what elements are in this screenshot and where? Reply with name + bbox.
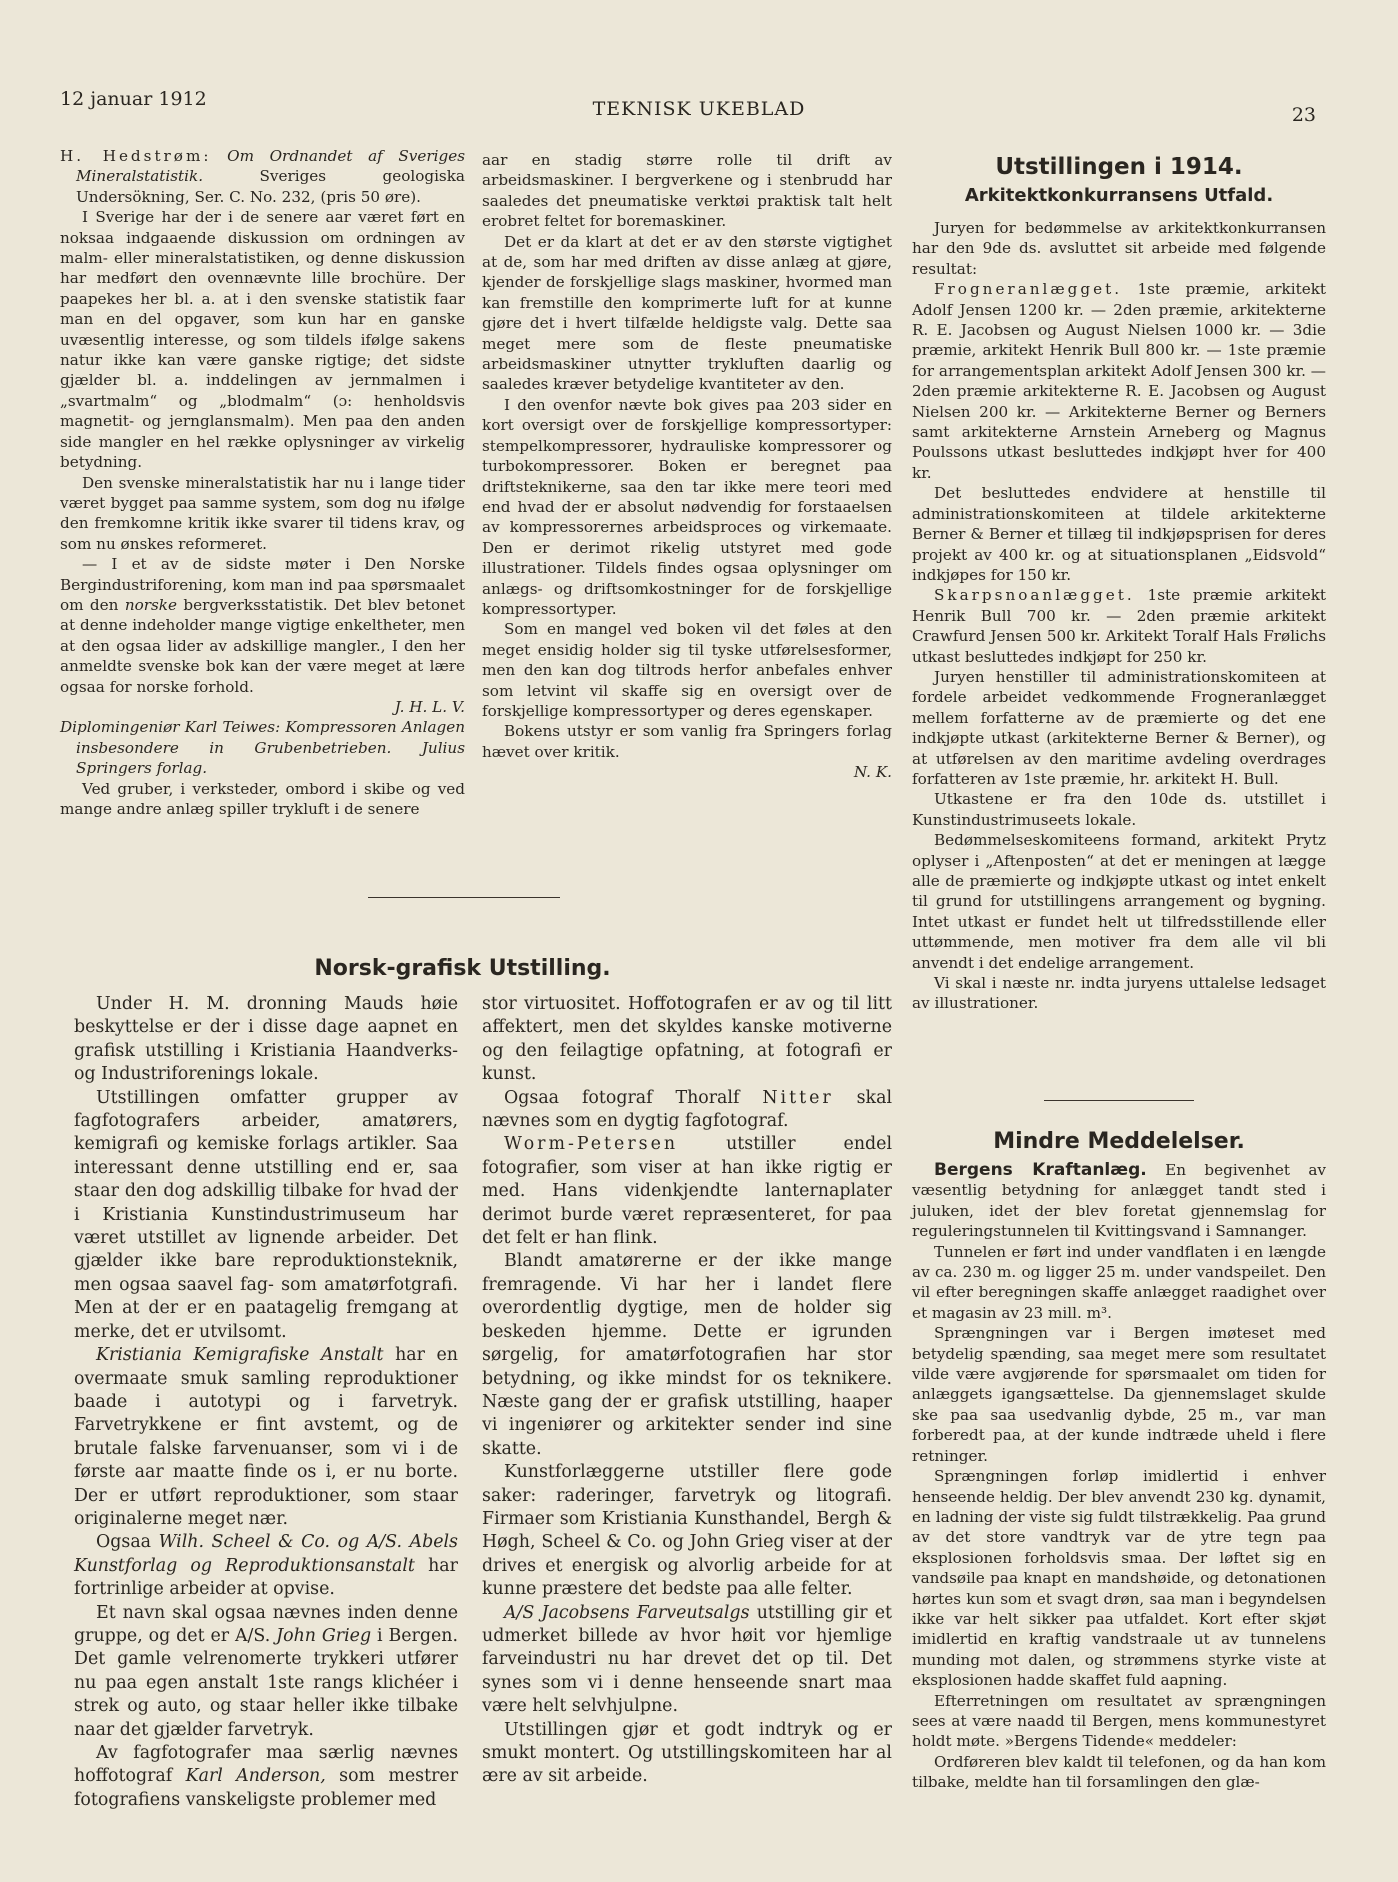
publication-title: TEKNISK UKEBLAD	[592, 98, 806, 120]
column-3-notes	[912, 1160, 1326, 1793]
article-heading-utstillingen: Utstillingen i 1914.	[995, 154, 1243, 180]
paragraph: — I et av de sidste møter i Den Norske Bergindustriforening, kom man ind paa spørsmaalet om den norske bergverksstatistik. Det blev betonet at denne indeholder mange vigtige enkeltheter, men at den ogsaa lider av adskillige mangler., I den her anmeldte svenske bok kan der være meget at lære ogsaa for norske forhold.	[60, 555, 465, 696]
paragraph: Utstillingen gjør et godt indtryk og er smukt montert. Og utstillingskomiteen har al ære av sit arbeide.	[482, 1719, 892, 1787]
paragraph: aar en stadig større rolle til drift av arbeidsmaskiner. I bergverkene og i stenbrudd har saaledes det pneumatiske verktøi praktisk talt helt erobret feltet for boremaskiner.	[482, 151, 892, 231]
paragraph: Det er da klart at det er av den største vigtighet at de, som har med driften av disse anlæg at gjøre, kjender de forskjellige slags maskiner, hvormed man kan fremstille den komprimerte luft for at kunne gjøre det i hvert tilfælde heldigste valg. Dette saa meget mere som de fleste pneumatiske arbeidsmaskiner utnytter trykluften daarlig og saaledes kræver betydelige kvantiteter av den.	[482, 232, 892, 394]
norsk-column-2	[482, 993, 892, 1789]
paragraph: Bokens utstyr er som vanlig fra Springers forlag hævet over kritik.	[482, 722, 892, 761]
review-2-citation: Diplomingeniør Karl Teiwes: Kompressoren Anlagen insbesondere in Grubenbetrieben. Julius Springers forlag.	[60, 718, 465, 778]
paragraph: Ogsaa Wilh. Scheel & Co. og A/S. Abels Kunstforlag og Reproduktionsanstalt har fortrinlige arbeider at opvise.	[74, 1532, 458, 1600]
paragraph: Frogneranlægget. 1ste præmie, arkitekt Adolf Jensen 1200 kr. — 2den præmie, arkitekterne R. E. Jacobsen og August Nielsen 1000 kr. — 3die præmie, arkitekt Henrik Bull 800 kr. — 1ste præmie for arrangementsplan arkitekt Adolf Jensen 300 kr. — 2den præmie arkitekterne R. E. Jacobsen og August Nielsen 200 kr. — Arkitekterne Berner og Berners samt arkitekterne Arnstein Arneberg og Magnus Poulssons utkast besluttedes indkjøpt hver for 400 kr.	[912, 280, 1326, 482]
paragraph: Efterretningen om resultatet av sprængningen sees at være naadd til Bergen, mens kommunestyret holdt møte. »Bergens Tidende« meddeler:	[912, 1691, 1326, 1751]
paragraph: Av fagfotografer maa særlig nævnes hoffotograf Karl Anderson, som mestrer fotografiens vanskeligste problemer med	[74, 1743, 459, 1810]
paragraph: Blandt amatørerne er der ikke mange fremragende. Vi har her i landet flere overordentlig dygtige, men de holder sig beskeden hjemme. Dette er igrunden sørgelig, for amatørfotografien har stor betydning, og ikke mindst for os teknikere. Næste gang der er grafisk utstilling, haaper vi ingeniører og arkitekter sender ind sine skatte.	[482, 1251, 892, 1459]
paragraph: Ved gruber, i verksteder, ombord i skibe og ved mange andre anlæg spiller trykluft i de senere	[60, 779, 465, 818]
paragraph: I den ovenfor nævte bok gives paa 203 sider en kort oversigt over de forskjellige kompressortyper: stempelkompressorer, hydrauliske kompressorer og turbokompressorer. Boken er beregnet paa driftsteknikerne, saa den tar ikke mere teori med end hvad der er absolut nødvendig for forstaaelsen av kompressorernes arbeidsproces og virkemaate. Den er derimot rikelig utstyret med gode illustrationer. Tildels findes ogsaa oplysninger om anlægs- og driftsomkostninger for de forskjellige kompressortyper.	[482, 395, 892, 618]
paragraph: Utkastene er fra den 10de ds. utstillet i Kunstindustrimuseets lokale.	[912, 790, 1326, 829]
article-subheading: Arkitektkonkurransens Utfald.	[964, 185, 1274, 206]
paragraph: Som en mangel ved boken vil det føles at den meget ensidig holder sig til tyske utførelsesformer, men den kan dog tiltrods herfor anbefales enhver som letvint vil skaffe sig en oversigt over de forskjellige kompressortyper og deres egenskaper.	[482, 620, 892, 720]
column-2	[482, 150, 892, 783]
paragraph: Skarpsnoanlægget. 1ste præmie arkitekt Henrik Bull 700 kr. — 2den præmie arkitekt Crawfurd Jensen 500 kr. Arkitekt Toralf Hals Frølichs utkast besluttedes indkjøpt for 250 kr.	[912, 586, 1327, 666]
paragraph: Utstillingen omfatter grupper av fagfotografers arbeider, amatørers, kemigrafi og kemiske forlags artikler. Saa interessant denne utstilling end er, saa staar den dog adskillig tilbake for hvad der i Kristiania Kunstindustrimuseum har været utstillet av lignende arbeider. Det gjælder ikke bare reproduktionsteknik, men ogsaa saavel fag- som amatørfotgrafi. Men at der er en paatagelig fremgang at merke, det er utvilsomt.	[74, 1087, 458, 1342]
column-3-article	[912, 218, 1326, 1014]
paragraph: Sprængningen var i Bergen imøteset med betydelig spænding, saa meget mere som resultatet vilde være avgjørende for spørsmaalet om tiden for anlæggets igangsættelse. Da gjennemslaget skulde ske paa saa usedvanlig dybde, 25 m., var man forberedt paa, at der kunde indtræde uheld i flere retninger.	[912, 1324, 1326, 1465]
paragraph: stor virtuositet. Hoffotografen er av og til litt affektert, men det skyldes kanske motiverne og den feilagtige opfatning, at fotografi er kunst.	[482, 994, 892, 1085]
article-heading-mindre: Mindre Meddelelser.	[993, 1129, 1245, 1154]
note-subheading: Bergens Kraftanlæg.	[934, 1160, 1147, 1180]
paragraph: Det besluttedes endvidere at henstille til administrationskomiteen at tildele arkitekterne Berner & Berner et tillæg til indkjøpsprisen for deres projekt av 400 kr. og at situationsplanen „Eidsvold“ indkjøpes for 150 kr.	[912, 484, 1326, 584]
norsk-column-1	[74, 993, 458, 1812]
paragraph: Vi skal i næste nr. indta juryens uttalelse ledsaget av illustrationer.	[912, 974, 1326, 1013]
paragraph: Tunnelen er ført ind under vandflaten i en længde av ca. 230 m. og ligger 25 m. under vandspeilet. Den vil efter beregningen skaffe anlægget raadighet over et magasin av 23 mill. m³.	[912, 1242, 1326, 1322]
article-heading-norsk: Norsk-grafisk Utstilling.	[314, 956, 611, 981]
review-2-signature: N. K.	[853, 763, 892, 782]
paragraph: Bedømmelseskomiteens formand, arkitekt Prytz oplyser i „Aftenposten“ at det er meningen at lægge alle de præmierte og indkjøpte utkast og intet enkelt til grund for utstillingens arrangement og bygning. Intet utkast er fundet helt ut tilfredsstillende eller uttømmende, men motiver fra dem alle vil bli anvendt i det endelige arrangement.	[912, 831, 1326, 972]
review-1-citation	[60, 146, 465, 207]
paragraph: Kristiania Kemigrafiske Anstalt har en overmaate smuk samling reproduktioner baade i autotypi og i farvetryk. Farvetrykkene er fint avstemt, og de brutale falske farvenuanser, som vi i de første aar maatte finde os i, er nu borte. Der er utført reproduktioner, som staar originalerne meget nær.	[74, 1345, 459, 1529]
review-1-author: H. Hedstrøm:	[60, 147, 212, 165]
paragraph: Juryen for bedømmelse av arkitektkonkurransen har den 9de ds. avsluttet sit arbeide med følgende resultat:	[912, 219, 1326, 278]
paragraph: Bergens Kraftanlæg. En begivenhet av væsentlig betydning for anlægget tandt sted i juluken, idet der blev foretat gjennemslag for reguleringstunnelen til Kvittingsvand i Samnanger.	[912, 1160, 1327, 1241]
paragraph: Juryen henstiller til administrationskomiteen at fordele arbeidet vedkommende Frogneranlægget mellem forfatterne av de præmierte og det ene indkjøpte utkast (arkitekterne Berner & Berner), og at utførelsen av den maritime avdeling overdrages forfatteren av 1ste præmie, hr. arkitekt H. Bull.	[912, 667, 1326, 788]
paragraph: Et navn skal ogsaa nævnes inden denne gruppe, og det er A/S. John Grieg i Bergen. Det gamle velrenomerte trykkeri utfører nu paa egen anstalt 1ste rangs klichéer i strek og auto, og staar heller ikke tilbake naar det gjælder farvetryk.	[74, 1602, 459, 1740]
issue-date: 12 januar 1912	[60, 88, 207, 110]
column-1	[60, 146, 465, 819]
paragraph: Sprængningen forløp imidlertid i enhver henseende heldig. Der blev anvendt 230 kg. dynamit, en ladning der viste sig fuldt tilstrækkelig. Paa grund av det store vandtryk var de ytre tegn paa eksplosionen forholdsvis smaa. Der løftet sig en vandsøile paa knapt en mandshøide, og detonationen hørtes kun som et svagt drøn, saa man i begyndelsen ikke var helt sikker paa utfaldet. Kort efter skjøt imidlertid en kraftig vandstraale ut av tunnelens munding mot dalen, og strømmens styrke viste at eksplosionen hadde skaffet fuld aapning.	[912, 1467, 1326, 1690]
review-1-signature: J. H. L. V.	[394, 697, 465, 716]
paragraph: Kunstforlæggerne utstiller flere gode saker: raderinger, farvetryk og litografi. Firmaer som Kristiania Kunsthandel, Bergh & Høgh, Scheel & Co. og John Grieg viser at der drives et energisk og alvorlig arbeide for at kunne præstere det bedste paa alle felter.	[482, 1462, 892, 1600]
paragraph: Worm-Petersen utstiller endel fotografier, som viser at han ikke rigtig er med. Hans videnkjendte lanternaplater derimot burde været repræsenteret, for paa det felt er han flink.	[482, 1134, 893, 1249]
paragraph: Ordføreren blev kaldt til telefonen, og da han kom tilbake, meldte han til forsamlingen den glæ-	[912, 1752, 1326, 1792]
paragraph: Den svenske mineralstatistik har nu i lange tider været bygget paa samme system, som dog nu ifølge den fremkomne kritik ikke svarer til tidens krav, og som nu ønskes reformeret.	[60, 473, 465, 553]
paragraph: A/S Jacobsens Farveutsalgs utstilling gir et udmerket billede av hvor høit vor hjemlige farveindustri nu har drevet det op til. Det synes som vi i denne henseende snart maa være helt selvhjulpne.	[482, 1602, 893, 1717]
page-number: 23	[1291, 104, 1316, 126]
paragraph: Ogsaa fotograf Thoralf Nitter skal nævnes som en dygtig fagfotograf.	[482, 1087, 893, 1132]
paragraph: Under H. M. dronning Mauds høie beskyttelse er der i disse dage aapnet en grafisk utstilling i Kristiania Haandverks- og Industriforenings lokale.	[74, 994, 458, 1085]
paragraph: I Sverige har der i de senere aar været ført en noksaa indgaaende diskussion om ordningen av malm- eller mineralstatistiken, og denne diskussion har medført den ovennævnte lille brochüre. Der paapekes her bl. a. at i den svenske statistik faar man en del opgaver, som kun har en ganske uvæsentlig interesse, og som tildels ifølge sakens natur ikke kan være ganske rigtige; det sidste gjælder bl. a. inddelingen av jernmalmen i „svartmalm“ og „blodmalm“ (ɔ: henholdsvis magnetit- og jernglansmalm). Men paa den anden side mangler en hel række oplysninger av virkelig betydning.	[60, 208, 465, 472]
review-1-title: Om Ordnandet af Sveriges Mineralstatistik.	[76, 147, 465, 186]
section-divider	[1044, 1100, 1194, 1101]
review-1-source: Sveriges geologiska Undersökning, Ser. C. No. 232, (pris 50 øre).	[76, 167, 465, 206]
section-divider	[368, 897, 560, 898]
